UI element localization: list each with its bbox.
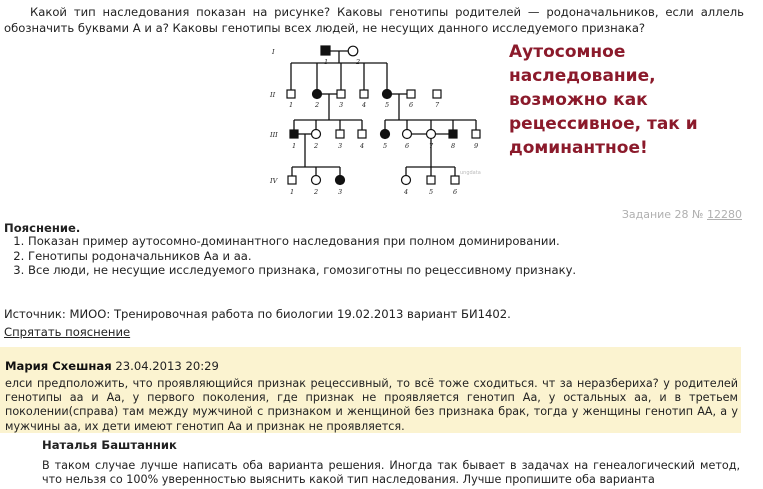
gen2-num: 3	[339, 101, 344, 109]
gen3-male-4	[358, 130, 366, 138]
gen-label-4: IV	[270, 177, 278, 185]
task-number-link[interactable]: 12280	[707, 208, 742, 221]
gen2-num: 1	[289, 101, 294, 109]
watermark: ungdata	[460, 170, 481, 176]
gen3-male-1-affected	[290, 130, 298, 138]
handwritten-annotation: Аутосомное наследование, возможно как рецессивное, так и доминантное!	[509, 42, 698, 158]
gen-label-1: I	[272, 48, 275, 56]
task-reference	[622, 208, 742, 221]
gen3-female-5-affected	[381, 130, 390, 139]
gen2-num: 5	[385, 101, 390, 109]
gen3-num: 1	[292, 142, 297, 150]
gen3-num: 9	[474, 142, 479, 150]
comment-header	[5, 359, 219, 373]
gen4-num: 3	[338, 188, 343, 196]
gen1-num: 2	[356, 58, 361, 66]
gen1-female-unaffected	[348, 46, 358, 56]
gen3-num: 4	[360, 142, 365, 150]
gen4-num: 1	[290, 188, 295, 196]
gen2-female-2-affected	[313, 90, 322, 99]
comment-author: Мария Схешная	[5, 359, 112, 373]
question-text: Какой тип наследования показан на рисунке? Каковы генотипы родителей — родоначальников, если аллель обозначить буквами А и а? Каковы генотипы всех людей, не несущих данного исследуемого признака?	[4, 5, 744, 35]
gen1-num: 1	[324, 58, 329, 66]
reply-text: В таком случае лучше написать оба варианта решения. Иногда так бывает в задачах на генеалогический метод, что нельзя со 100% уверенностью выяснить какой тип наследования. Лучше пропишите оба варианта	[42, 459, 740, 487]
gen-label-3: III	[270, 131, 278, 139]
gen3-num: 5	[383, 142, 388, 150]
gen4-num: 4	[404, 188, 409, 196]
gen3-num: 6	[405, 142, 410, 150]
explanation-item: 2. Генотипы родоначальников Аа и аа.	[28, 249, 576, 264]
gen4-male-5	[427, 176, 435, 184]
comment	[0, 347, 741, 433]
gen4-num: 2	[314, 188, 319, 196]
gen3-male-3	[336, 130, 344, 138]
explanation-title: Пояснение.	[4, 221, 81, 235]
explanation-item: 1. Показан пример аутосомно-доминантного наследования при полном доминировании.	[28, 234, 576, 249]
gen2-num: 4	[362, 101, 367, 109]
gen3-male-9	[472, 130, 480, 138]
source-text: Источник: МИОО: Тренировочная работа по биологии 19.02.2013 вариант БИ1402.	[4, 307, 511, 321]
reply-author: Наталья Баштанник	[42, 438, 177, 452]
gen2-male-1	[287, 90, 295, 98]
gen2-num: 6	[409, 101, 414, 109]
gen2-num: 2	[315, 101, 320, 109]
gen2-num: 7	[435, 101, 440, 109]
comment-text: елси предположить, что проявляющийся признак рецессивный, то всё тоже сходиться. чт за неразбериха? у родителей генотипы аа и Аа, у первого поколения, где признак не проявляется генотип Аа, у остальных аа, и в третьем поколении(справа) там между мужчиной с признаком и женщиной без признака брак, тогда у женщины генотип АА, а у мужчины аа, их дети имеют генотип Аа и признак не проявляется.	[5, 377, 738, 433]
comment-date: 23.04.2013 20:29	[115, 359, 219, 373]
gen-label-2: II	[270, 91, 276, 99]
gen2-male-4	[360, 90, 368, 98]
gen4-male-6	[451, 176, 459, 184]
gen2-male-7	[433, 90, 441, 98]
gen3-female-2	[312, 130, 321, 139]
gen3-female-7	[427, 130, 436, 139]
gen4-num: 6	[453, 188, 458, 196]
gen3-female-6	[403, 130, 412, 139]
gen4-female-4	[402, 176, 411, 185]
gen1-male-affected	[321, 46, 330, 55]
gen3-num: 7	[429, 142, 434, 150]
gen2-male-6	[407, 90, 415, 98]
gen3-male-8-affected	[449, 130, 457, 138]
pedigree-diagram	[268, 42, 494, 200]
gen3-num: 8	[451, 142, 456, 150]
task-label: Задание 28 №	[621, 208, 704, 221]
gen2-female-5-affected	[383, 90, 392, 99]
hide-explanation-link[interactable]: Спрятать пояснение	[4, 325, 131, 339]
gen3-num: 2	[314, 142, 319, 150]
gen2-male-3	[337, 90, 345, 98]
gen4-male-1	[288, 176, 296, 184]
explanation-item: 3. Все люди, не несущие исследуемого признака, гомозиготны по рецессивному признаку.	[28, 263, 576, 278]
gen4-female-3-affected	[336, 176, 345, 185]
gen4-num: 5	[429, 188, 434, 196]
reply	[42, 438, 740, 487]
explanation-list	[12, 234, 576, 278]
gen4-female-2	[312, 176, 321, 185]
gen3-num: 3	[338, 142, 343, 150]
